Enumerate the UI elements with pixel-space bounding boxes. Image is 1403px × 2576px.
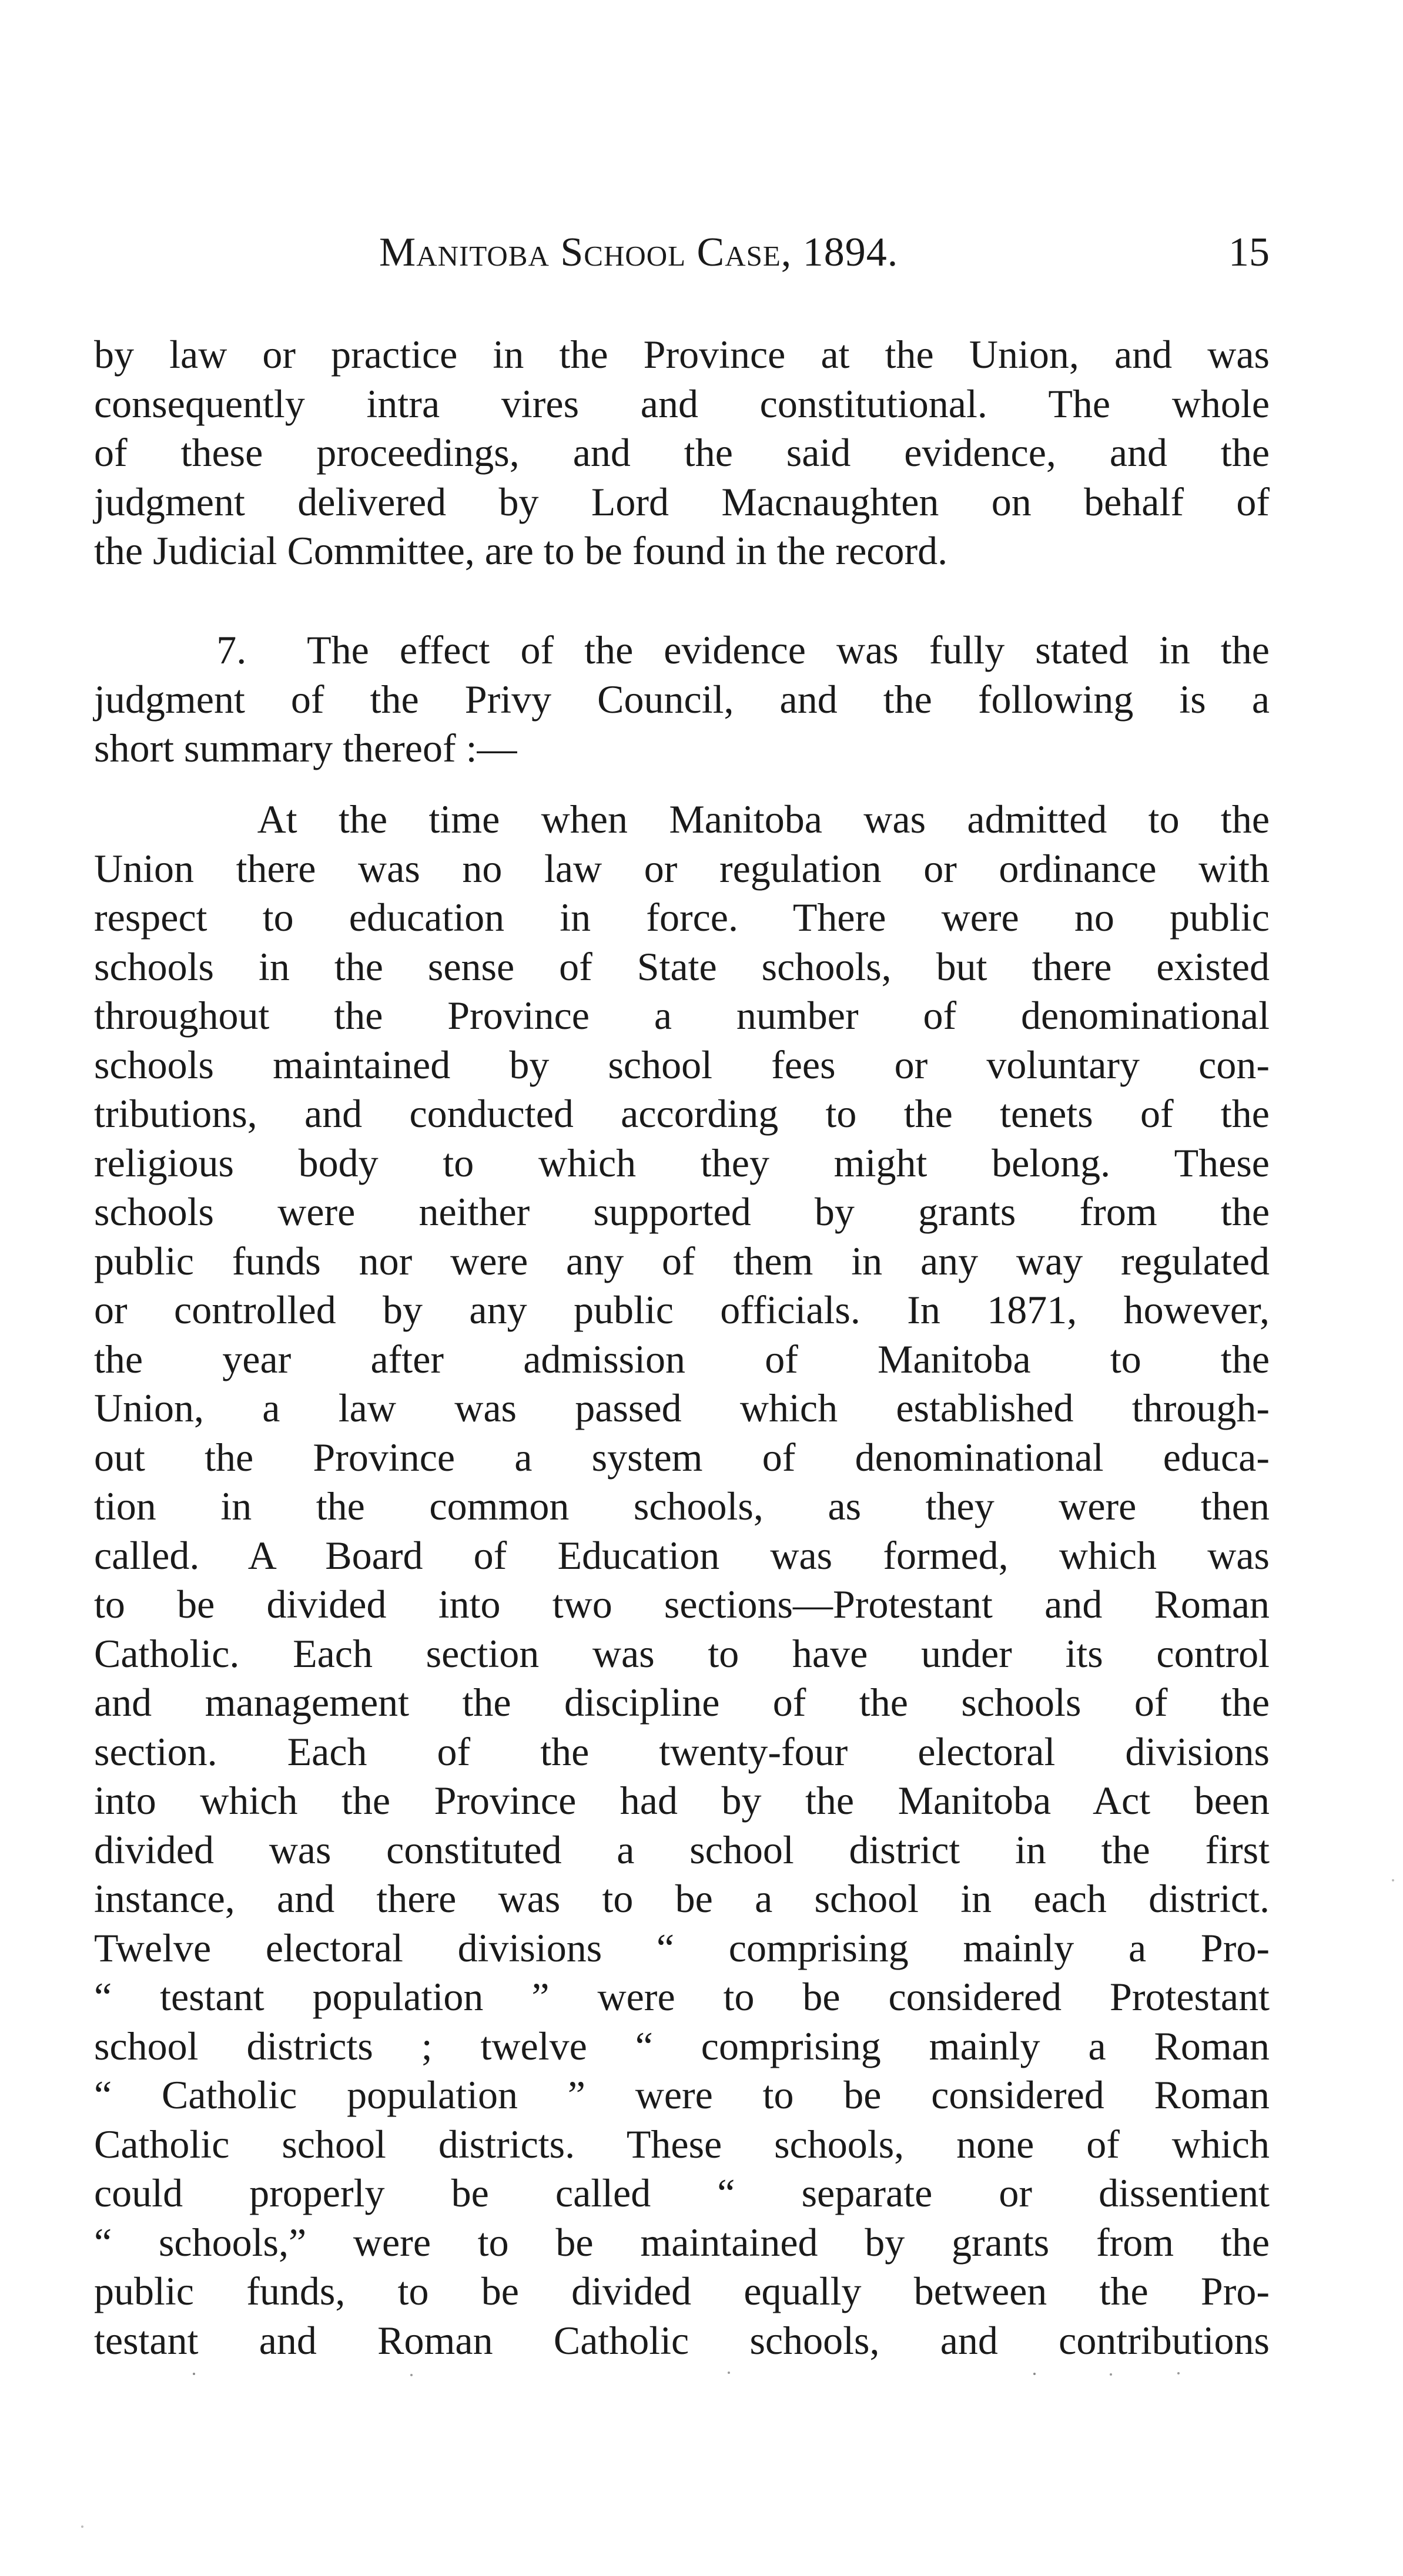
running-title: Manitoba School Case, 1894. (379, 230, 899, 275)
text-line: section. Each of the twenty-four electoral divisions (94, 1729, 1270, 1774)
text-line: tion in the common schools, as they were then (94, 1484, 1270, 1528)
text-line: to be divided into two sections—Protestant and Roman (94, 1582, 1270, 1626)
page-number: 15 (1228, 230, 1270, 275)
text-line: called. A Board of Education was formed, which was (94, 1532, 1270, 1578)
text-line: could properly be called “ separate or dissentient (94, 2171, 1270, 2215)
text-line: public funds, to be divided equally between the Pro- (94, 2269, 1270, 2313)
text-line: schools in the sense of State schools, but there existed (94, 944, 1270, 989)
text-line: the Judicial Committee, are to be found in the record. (94, 528, 948, 573)
text-line: “ schools,” were to be maintained by grants from the (94, 2219, 1270, 2265)
text-line: throughout the Province a number of denominational (94, 993, 1270, 1038)
text-line: out the Province a system of denominational educa- (94, 1434, 1270, 1480)
text-line: “ Catholic population ” were to be considered Roman (94, 2072, 1270, 2117)
text-line: consequently intra vires and constitutional. The whole (94, 381, 1270, 426)
text-line: or controlled by any public officials. In 1871, however, (94, 1287, 1270, 1332)
text-line: religious body to which they might belong. These (94, 1140, 1270, 1185)
text-line: Catholic school districts. These schools, none of which (94, 2121, 1270, 2166)
paragraph-1 (94, 330, 1270, 576)
text-line: of these proceedings, and the said evidence, and the (94, 430, 1270, 475)
text-line: Union, a law was passed which established through- (94, 1386, 1270, 1430)
text-line: schools were neither supported by grants from the (94, 1189, 1270, 1234)
text-line: respect to education in force. There were no public (94, 895, 1270, 940)
text-line: public funds nor were any of them in any way regulated (94, 1238, 1270, 1283)
text-line: testant and Roman Catholic schools, and contributions (94, 2317, 1270, 2363)
text-line: short summary thereof :— (94, 726, 517, 770)
text-line: the year after admission of Manitoba to the (94, 1336, 1270, 1381)
text-line: and management the discipline of the schools of the (94, 1680, 1270, 1725)
paragraph-2 (94, 626, 1270, 773)
text-line: Twelve electoral divisions “ comprising mainly a Pro- (94, 1925, 1270, 1970)
text-line: school districts ; twelve “ comprising mainly a Roman (94, 2023, 1270, 2068)
text-line: schools maintained by school fees or voluntary con- (94, 1042, 1270, 1087)
text-line: 7. The effect of the evidence was fully stated in the (94, 628, 1270, 672)
text-line: “ testant population ” were to be considered Protestant (94, 1974, 1270, 2019)
text-line: judgment of the Privy Council, and the following is a (94, 676, 1270, 722)
text-line: judgment delivered by Lord Macnaughten on behalf of (94, 479, 1270, 524)
paragraph-3 (94, 795, 1270, 2365)
text-line: by law or practice in the Province at the Union, and was (94, 332, 1270, 377)
text-line: Union there was no law or regulation or ordinance with (94, 846, 1270, 891)
text-line: Catholic. Each section was to have under its control (94, 1631, 1270, 1676)
text-line: instance, and there was to be a school in each district. (94, 1876, 1270, 1921)
text-line: tributions, and conducted according to the tenets of the (94, 1091, 1270, 1136)
text-line: into which the Province had by the Manitoba Act been (94, 1778, 1270, 1823)
running-head (94, 229, 1275, 282)
text-line: divided was constituted a school district in the first (94, 1827, 1270, 1872)
text-line: At the time when Manitoba was admitted to the (94, 797, 1270, 841)
